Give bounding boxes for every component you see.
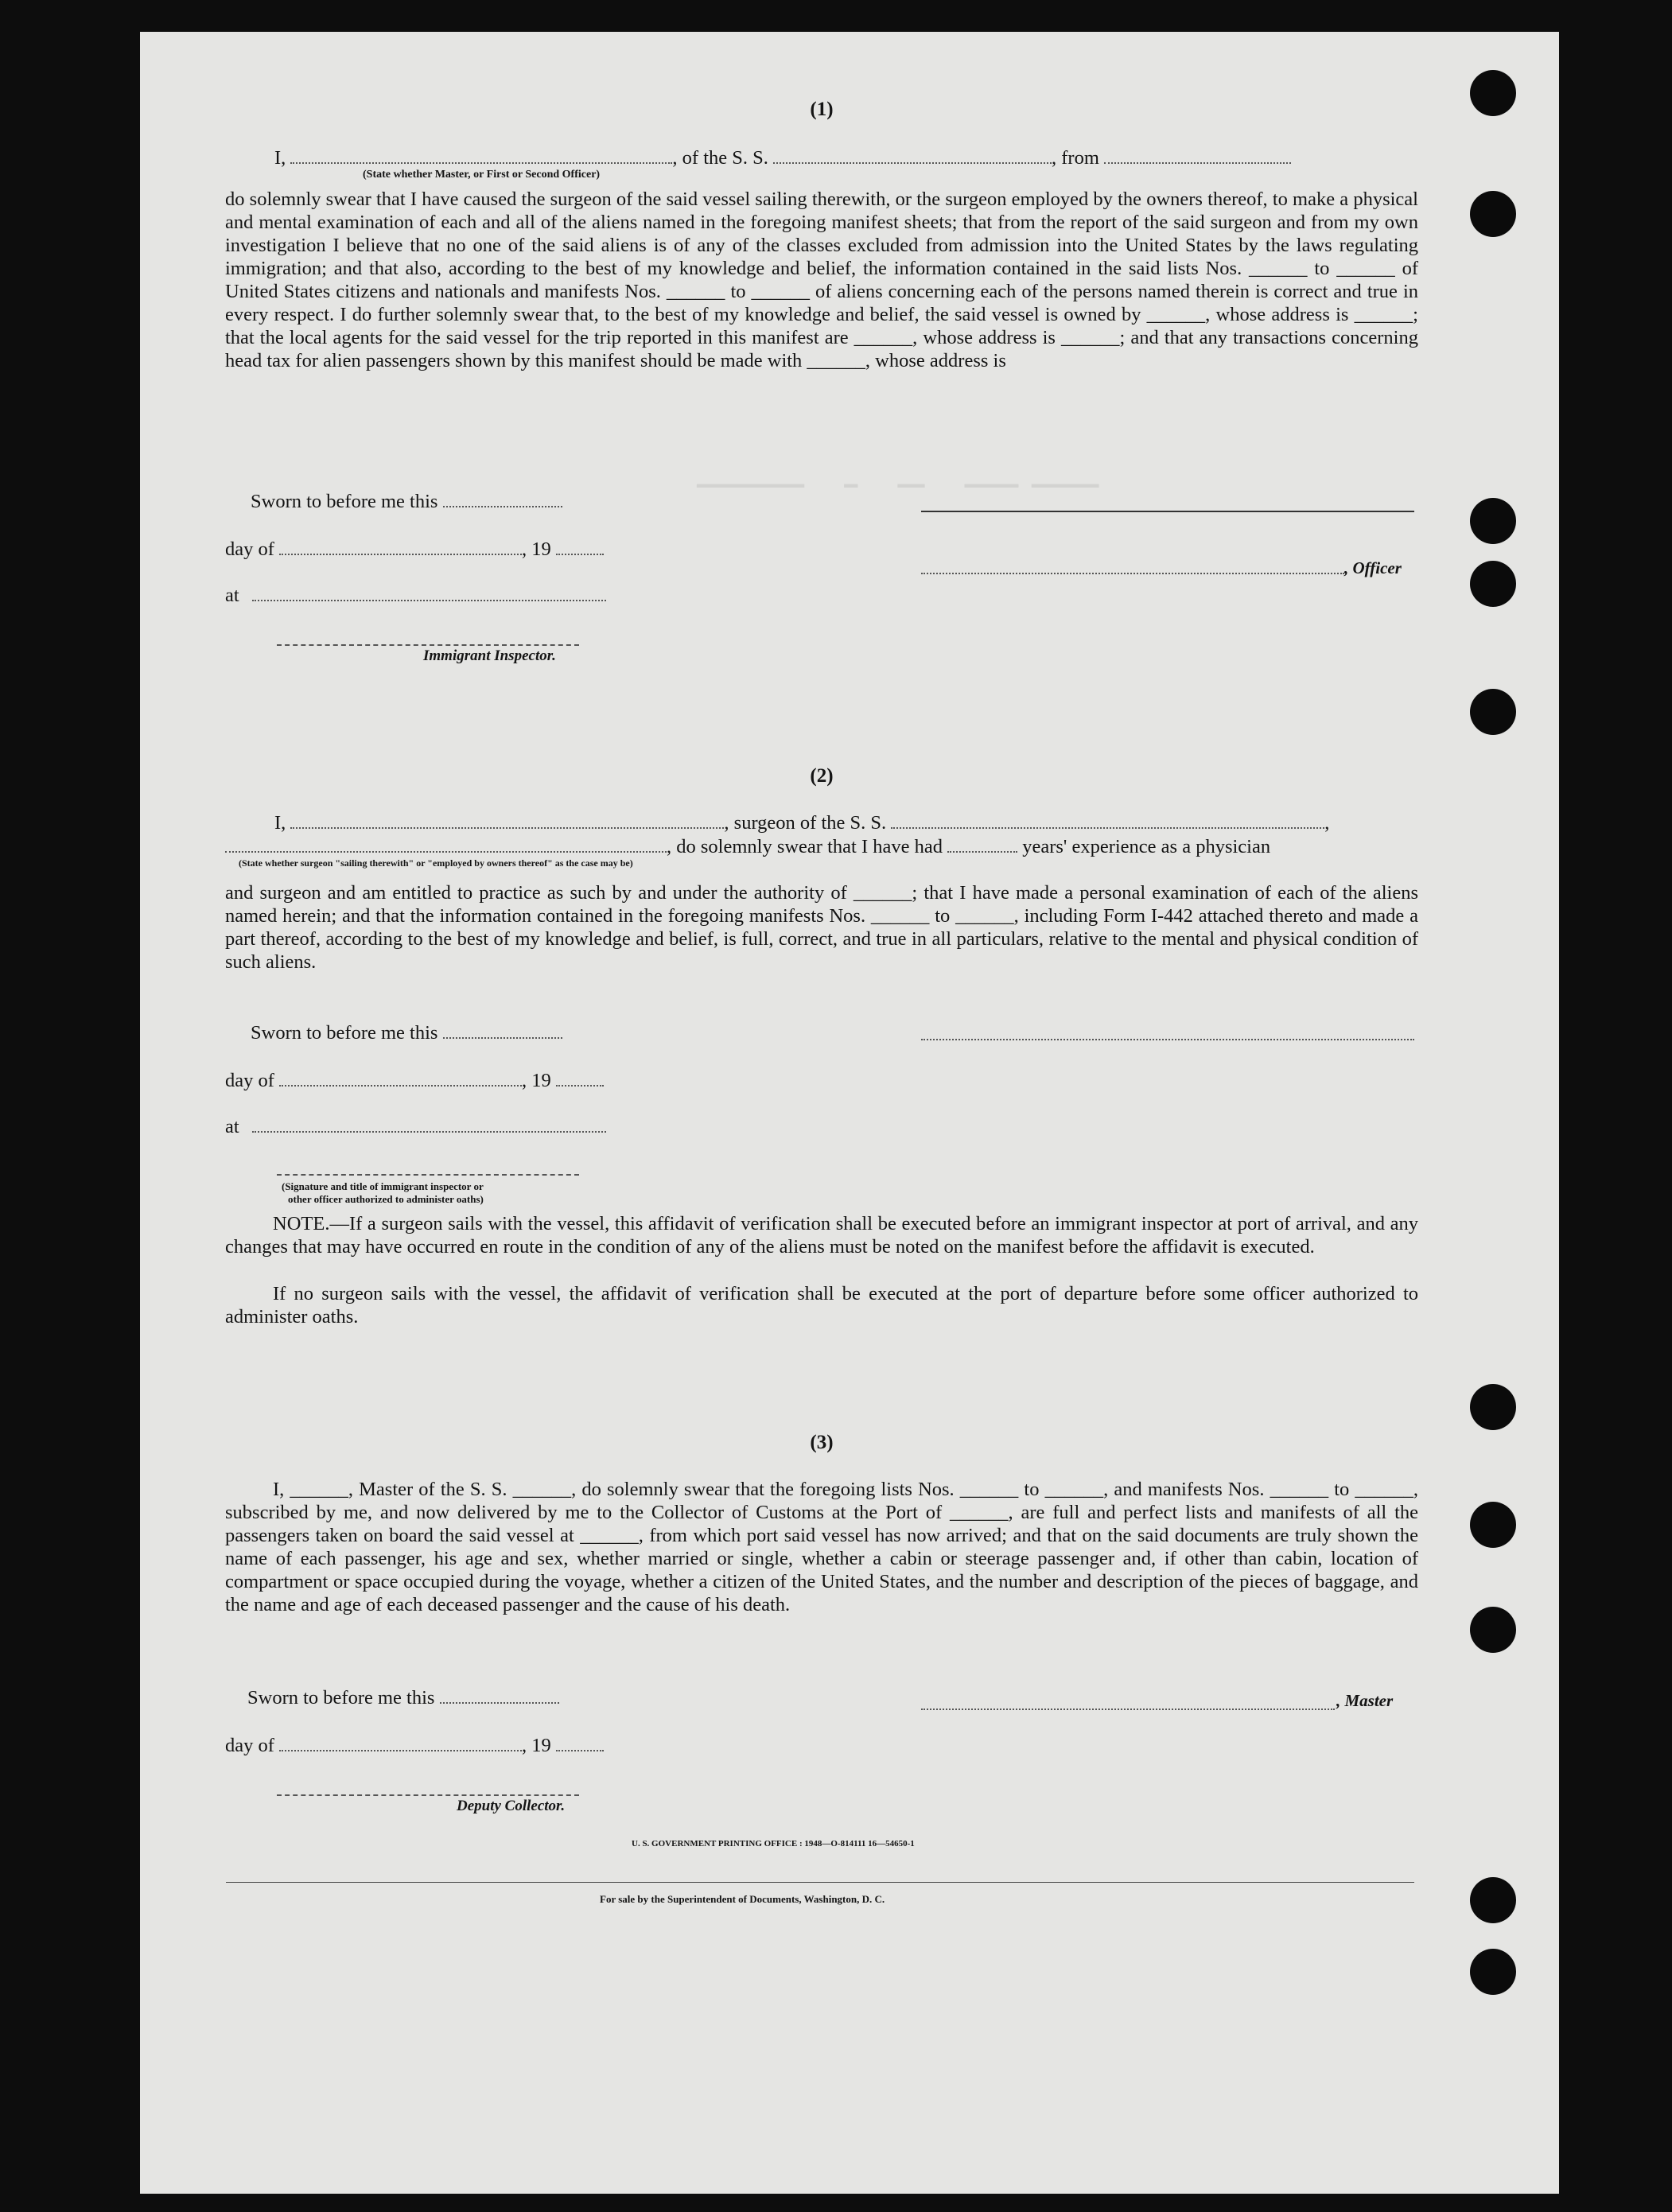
section-3-oath-paragraph: I, ______, Master of the S. S. ______, do solemnly swear that the foregoing lists Nos. ______ to ______, and manifests Nos. ______ to ______, subscribed by me, and now delivered by me to the Collector of Customs at the Port of ______, are full and perfect lists and manifests of all the passengers taken on board the said vessel at ______, from which port said vessel has now arrived; and that on the said documents are truly shown the name of each passenger, his age and sex, whether married or single, whether a cabin or steerage passenger and, if other than cabin, location of compartment or space occupied during the voyage, whether a citizen of the United States, and the number and description of the pieces of baggage, and the name and age of each deceased passenger and the cause of his death.	[225, 1479, 1418, 1615]
day-of-line-1	[225, 538, 1418, 561]
punch-hole	[1470, 1502, 1516, 1548]
sworn-line-1	[225, 490, 1418, 513]
master-label: , Master	[1336, 1691, 1394, 1710]
section-2-signature-line[interactable]	[277, 1174, 579, 1176]
sig-caption-line-1: (Signature and title of immigrant inspector or	[282, 1180, 484, 1192]
day-of-label-3: day of	[225, 1735, 274, 1756]
officer-label: , Officer	[1344, 558, 1402, 577]
section-2-caption: (State whether surgeon "sailing therewith" or "employed by owners thereof" as the case may be)	[239, 857, 633, 869]
year-label-3: , 19	[522, 1735, 551, 1756]
punch-hole	[1470, 1607, 1516, 1653]
from-port-field[interactable]	[1104, 146, 1291, 164]
deputy-signature-line[interactable]	[277, 1794, 579, 1796]
officer-signature-line[interactable]	[921, 511, 1414, 512]
surgeon-status-field[interactable]	[225, 835, 667, 853]
punch-hole	[1470, 689, 1516, 735]
punch-hole	[1470, 1949, 1516, 1995]
section-2-number: (2)	[810, 765, 834, 787]
day-of-field[interactable]	[279, 538, 522, 555]
master-signature-line[interactable]	[921, 1709, 1335, 1710]
footer-rule	[226, 1882, 1414, 1883]
years-experience-label: years' experience as a physician	[1022, 836, 1271, 857]
section-1-caption: (State whether Master, or First or Second Officer)	[363, 169, 601, 181]
for-sale-notice: For sale by the Superintendent of Documents, Washington, D. C.	[600, 1893, 885, 1905]
inspector-label: Immigrant Inspector.	[423, 647, 556, 664]
punch-hole	[1470, 70, 1516, 116]
section-1-oath-paragraph: do solemnly swear that I have caused the surgeon of the said vessel sailing therewith, or the surgeon employed by the owners thereof, to make a physical and mental examination of each and all of the aliens named in the foregoing manifest sheets; that from the report of the said surgeon and from my own investigation I believe that no one of the said aliens is of any of the classes excluded from admission into the United States by the laws regulating immigration; and that also, according to the best of my knowledge and belief, the information contained in the said lists Nos. ______ to ______ of United States citizens and nationals and manifests Nos. ______ to ______ of aliens concerning each of the persons named therein is correct and true in every respect. I do further solemnly swear that, to the best of my knowledge and belief, the said vessel is owned by ______, whose address is ______; that the local agents for the said vessel for the trip reported in this manifest are ______, whose address is ______; and that any transactions concerning head tax for alien passengers shown by this manifest should be made with ______, whose address is	[225, 189, 1418, 371]
sworn-day-field-2[interactable]	[443, 1021, 562, 1039]
at-place-field[interactable]	[252, 584, 606, 601]
day-of-line-2	[225, 1069, 1418, 1092]
year-field-2[interactable]	[556, 1069, 604, 1087]
surgeon-of-ss-label: , surgeon of the S. S.	[724, 812, 887, 834]
bleed-through-text: ▁▁▁▁▁ ▁▁▁▁ ▁▁ ▁ ▁▁▁▁▁▁▁▁	[697, 465, 1099, 489]
at-label: at	[225, 585, 239, 606]
of-ss-label: , of the S. S.	[672, 147, 768, 169]
years-experience-field[interactable]	[947, 835, 1017, 853]
punch-hole	[1470, 561, 1516, 607]
section-1-i-label: I,	[274, 147, 286, 169]
day-of-label: day of	[225, 538, 274, 560]
deputy-collector-label: Deputy Collector.	[457, 1798, 566, 1814]
at-label-2: at	[225, 1116, 239, 1137]
punch-hole	[1470, 191, 1516, 237]
section-2-second-line	[225, 835, 1418, 858]
day-of-field-3[interactable]	[279, 1734, 522, 1751]
section-3-number: (3)	[810, 1432, 834, 1453]
sworn-line-2	[225, 1021, 1418, 1044]
at-place-field-2[interactable]	[252, 1115, 606, 1133]
sworn-day-field[interactable]	[443, 490, 562, 507]
sworn-label-2: Sworn to before me this	[251, 1022, 438, 1044]
punch-hole	[1470, 498, 1516, 544]
section-1-number: (1)	[810, 99, 834, 120]
note-paragraph-1: NOTE.—If a surgeon sails with the vessel, this affidavit of verification shall be executed before an immigrant inspector at port of arrival, and any changes that may have occurred en route in the condition of any of the aliens must be noted on the manifest before the affidavit is executed.	[225, 1213, 1418, 1258]
sworn-label: Sworn to before me this	[251, 491, 438, 512]
year-label-2: , 19	[522, 1070, 551, 1091]
day-of-label-2: day of	[225, 1070, 274, 1091]
sworn-day-field-3[interactable]	[440, 1686, 559, 1704]
form-page	[140, 32, 1559, 2194]
section-1-header-line	[225, 146, 1418, 169]
at-line-2	[225, 1115, 1418, 1138]
section-2-header-line: I, , surgeon of the S. S. ,	[274, 812, 1330, 834]
punch-hole	[1470, 1877, 1516, 1923]
from-label: , from	[1052, 147, 1099, 169]
day-of-line-3	[225, 1734, 1418, 1757]
year-field[interactable]	[556, 538, 604, 555]
year-label: , 19	[522, 538, 551, 560]
sig-caption-line-2: other officer authorized to administer oaths)	[288, 1193, 484, 1205]
sworn-line-3	[225, 1686, 1418, 1709]
vessel-name-field[interactable]	[773, 146, 1052, 164]
surgeon-vessel-field[interactable]	[891, 811, 1324, 829]
surgeon-name-field[interactable]	[290, 811, 724, 829]
officer-title-line[interactable]	[921, 573, 1344, 574]
sworn-label-3: Sworn to before me this	[247, 1687, 435, 1709]
surgeon-signature-line[interactable]	[921, 1039, 1414, 1040]
day-of-field-2[interactable]	[279, 1069, 522, 1087]
at-line-1	[225, 584, 1418, 607]
officer-rank-field[interactable]	[290, 146, 672, 164]
note-paragraph-2: If no surgeon sails with the vessel, the affidavit of verification shall be executed at the port of departure before some officer authorized to administer oaths.	[225, 1283, 1418, 1328]
year-field-3[interactable]	[556, 1734, 604, 1751]
inspector-signature-line[interactable]	[277, 644, 579, 646]
section-2-i-label: I,	[274, 812, 286, 834]
punch-hole	[1470, 1384, 1516, 1430]
section-2-oath-paragraph: and surgeon and am entitled to practice as such by and under the authority of ______; that I have made a personal examination of each of the aliens named herein; and that the information contained in the foregoing manifests Nos. ______ to ______, including Form I-442 attached thereto and made a part thereof, according to the best of my knowledge and belief, is full, correct, and true in all particulars, relative to the mental and physical condition of such aliens.	[225, 882, 1418, 973]
surgeon-swear-label: , do solemnly swear that I have had	[667, 836, 943, 857]
gpo-imprint: U. S. GOVERNMENT PRINTING OFFICE : 1948—O-814111 16—54650-1	[632, 1839, 915, 1849]
